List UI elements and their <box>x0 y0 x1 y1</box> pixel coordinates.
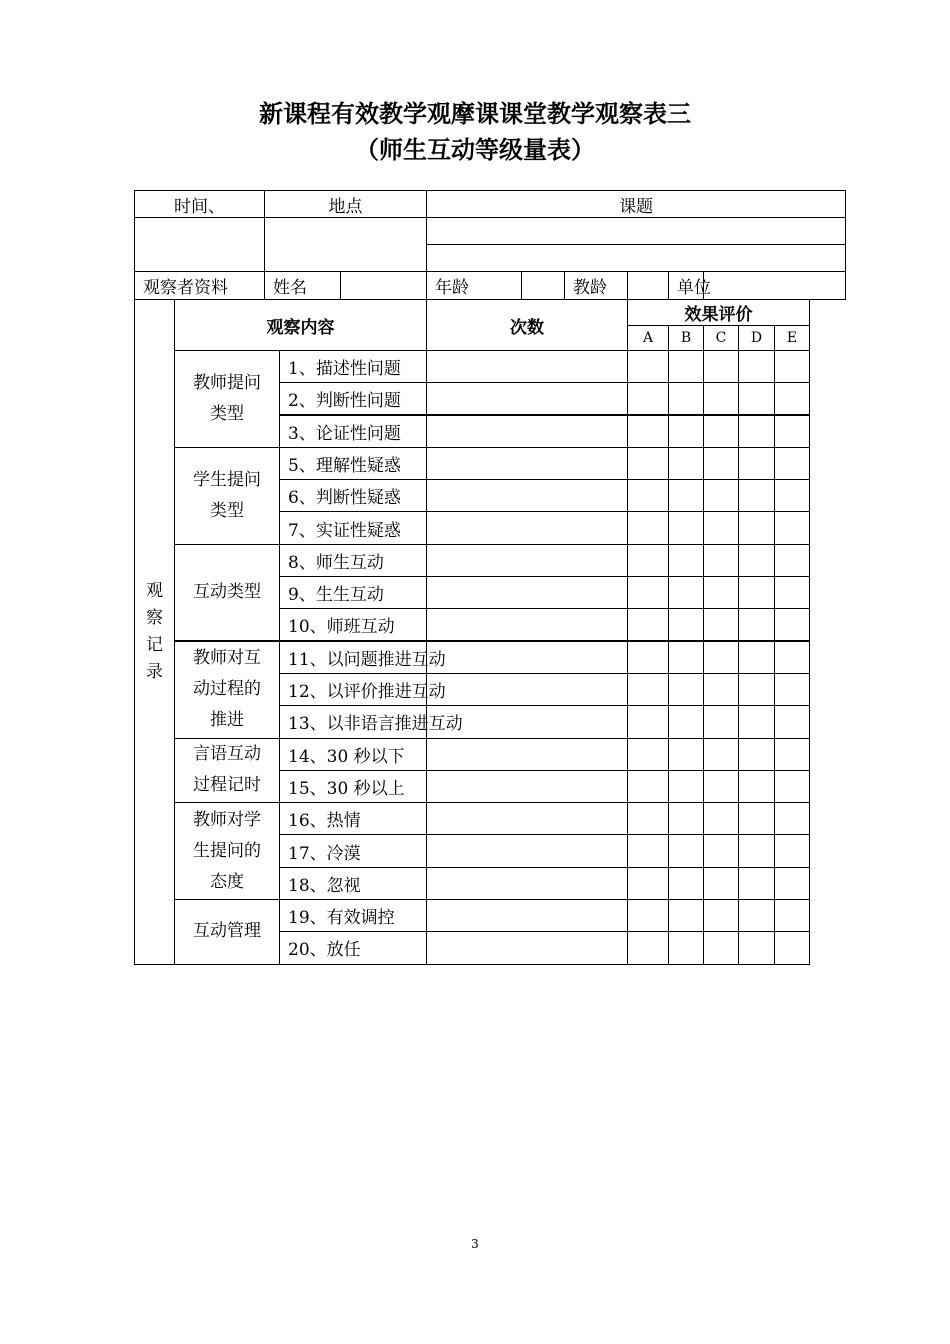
category-label: 教师对学 生提问的 态度 <box>175 803 280 900</box>
grade-cell-b[interactable] <box>669 351 704 383</box>
unit-label: 单位 <box>669 272 704 300</box>
grade-cell-d[interactable] <box>739 447 775 479</box>
grade-d: D <box>739 326 775 351</box>
item-label: 16、热情 <box>280 803 427 835</box>
grade-cell-b[interactable] <box>669 738 704 770</box>
grade-cell-e[interactable] <box>775 932 810 964</box>
grade-cell-c[interactable] <box>704 932 739 964</box>
table-row <box>135 738 846 770</box>
count-cell[interactable] <box>427 641 628 673</box>
grade-cell-d[interactable] <box>739 932 775 964</box>
page-title: 新课程有效教学观摩课课堂教学观察表三 <box>259 100 691 128</box>
count-header: 次数 <box>427 300 628 351</box>
grade-cell-b[interactable] <box>669 673 704 705</box>
grade-cell-e[interactable] <box>775 835 810 867</box>
grade-cell-a[interactable] <box>628 512 669 544</box>
grade-a: A <box>628 326 669 351</box>
observation-record-char: 记 <box>146 634 163 655</box>
place-label: 地点 <box>265 191 427 218</box>
observation-record-char: 观 <box>146 580 163 601</box>
grade-cell-b[interactable] <box>669 544 704 576</box>
grade-cell-d[interactable] <box>739 641 775 673</box>
item-label: 14、30 秒以下 <box>280 738 427 770</box>
observation-record-char: 察 <box>146 607 163 628</box>
grade-cell-b[interactable] <box>669 383 704 415</box>
grade-cell-b[interactable] <box>669 447 704 479</box>
grade-cell-e[interactable] <box>775 512 810 544</box>
item-label: 20、放任 <box>280 932 427 964</box>
grade-cell-c[interactable] <box>704 770 739 802</box>
grade-cell-b[interactable] <box>669 577 704 609</box>
table-row <box>135 641 846 673</box>
table-row <box>135 447 846 479</box>
grade-cell-c[interactable] <box>704 383 739 415</box>
grade-cell-c[interactable] <box>704 447 739 479</box>
count-cell[interactable] <box>427 609 628 641</box>
grade-cell-a[interactable] <box>628 738 669 770</box>
grade-cell-a[interactable] <box>628 609 669 641</box>
grade-cell-d[interactable] <box>739 673 775 705</box>
page-subtitle: （师生互动等级量表） <box>355 136 595 164</box>
page-number: 3 <box>471 1237 479 1251</box>
item-label: 5、理解性疑惑 <box>280 447 427 479</box>
count-cell[interactable] <box>427 447 628 479</box>
grade-e: E <box>775 326 810 351</box>
age-label: 年龄 <box>427 272 522 300</box>
topic-field-2[interactable] <box>427 245 846 272</box>
grade-cell-e[interactable] <box>775 577 810 609</box>
grade-cell-e[interactable] <box>775 480 810 512</box>
grade-cell-b[interactable] <box>669 480 704 512</box>
grade-cell-c[interactable] <box>704 577 739 609</box>
grade-cell-b[interactable] <box>669 770 704 802</box>
grade-cell-d[interactable] <box>739 383 775 415</box>
grade-cell-e[interactable] <box>775 706 810 738</box>
grade-cell-e[interactable] <box>775 641 810 673</box>
item-label: 8、师生互动 <box>280 544 427 576</box>
grade-cell-b[interactable] <box>669 512 704 544</box>
item-label: 1、描述性问题 <box>280 351 427 383</box>
grade-cell-a[interactable] <box>628 641 669 673</box>
item-label: 10、师班互动 <box>280 609 427 641</box>
grade-cell-e[interactable] <box>775 351 810 383</box>
grade-cell-a[interactable] <box>628 577 669 609</box>
count-cell[interactable] <box>427 770 628 802</box>
grade-cell-e[interactable] <box>775 900 810 932</box>
unit-field[interactable] <box>704 272 846 300</box>
grade-c: C <box>704 326 739 351</box>
grade-cell-e[interactable] <box>775 415 810 447</box>
grade-cell-b[interactable] <box>669 900 704 932</box>
item-label: 6、判断性疑惑 <box>280 480 427 512</box>
item-label: 18、忽视 <box>280 867 427 899</box>
observation-table <box>134 190 846 965</box>
count-cell[interactable] <box>427 932 628 964</box>
grade-cell-c[interactable] <box>704 480 739 512</box>
count-cell[interactable] <box>427 383 628 415</box>
item-label: 15、30 秒以上 <box>280 770 427 802</box>
grade-cell-c[interactable] <box>704 738 739 770</box>
category-label: 互动管理 <box>175 900 280 965</box>
grade-cell-b[interactable] <box>669 932 704 964</box>
count-cell[interactable] <box>427 415 628 447</box>
grade-cell-a[interactable] <box>628 544 669 576</box>
grade-cell-c[interactable] <box>704 544 739 576</box>
place-field[interactable] <box>265 218 427 272</box>
grade-cell-a[interactable] <box>628 673 669 705</box>
grade-cell-b[interactable] <box>669 835 704 867</box>
item-label: 11、以问题推进互动 <box>280 641 427 673</box>
category-label: 学生提问 类型 <box>175 447 280 544</box>
grade-cell-d[interactable] <box>739 544 775 576</box>
grade-cell-d[interactable] <box>739 900 775 932</box>
grade-cell-d[interactable] <box>739 415 775 447</box>
grade-cell-c[interactable] <box>704 867 739 899</box>
count-cell[interactable] <box>427 512 628 544</box>
grade-cell-a[interactable] <box>628 900 669 932</box>
grade-cell-c[interactable] <box>704 351 739 383</box>
category-label: 教师提问 类型 <box>175 351 280 448</box>
grade-cell-c[interactable] <box>704 512 739 544</box>
item-label: 7、实证性疑惑 <box>280 512 427 544</box>
grade-cell-d[interactable] <box>739 738 775 770</box>
observer-label: 观察者资料 <box>135 272 265 300</box>
item-label: 2、判断性问题 <box>280 383 427 415</box>
grade-cell-c[interactable] <box>704 900 739 932</box>
grade-cell-c[interactable] <box>704 415 739 447</box>
grade-cell-e[interactable] <box>775 544 810 576</box>
grade-cell-a[interactable] <box>628 770 669 802</box>
grade-cell-d[interactable] <box>739 867 775 899</box>
category-label: 教师对互 动过程的 推进 <box>175 641 280 738</box>
grade-cell-c[interactable] <box>704 803 739 835</box>
name-label: 姓名 <box>265 272 341 300</box>
age-field[interactable] <box>522 272 565 300</box>
item-label: 17、冷漠 <box>280 835 427 867</box>
grade-cell-a[interactable] <box>628 835 669 867</box>
count-cell[interactable] <box>427 544 628 576</box>
count-cell[interactable] <box>427 673 628 705</box>
count-cell[interactable] <box>427 351 628 383</box>
item-label: 12、以评价推进互动 <box>280 673 427 705</box>
grade-cell-a[interactable] <box>628 383 669 415</box>
time-field[interactable] <box>135 218 265 272</box>
table-row <box>135 803 846 835</box>
count-cell[interactable] <box>427 803 628 835</box>
grade-cell-a[interactable] <box>628 415 669 447</box>
time-label: 时间、 <box>135 191 265 218</box>
grade-cell-c[interactable] <box>704 706 739 738</box>
grade-cell-c[interactable] <box>704 641 739 673</box>
item-label: 19、有效调控 <box>280 900 427 932</box>
grade-cell-c[interactable] <box>704 609 739 641</box>
item-label: 13、以非语言推进互动 <box>280 706 427 738</box>
topic-field-1[interactable] <box>427 218 846 245</box>
grade-cell-e[interactable] <box>775 803 810 835</box>
category-label: 言语互动 过程记时 <box>175 738 280 803</box>
grade-cell-a[interactable] <box>628 447 669 479</box>
grade-cell-e[interactable] <box>775 867 810 899</box>
grade-cell-e[interactable] <box>775 609 810 641</box>
grade-b: B <box>669 326 704 351</box>
teaching-years-label: 教龄 <box>565 272 628 300</box>
grade-cell-a[interactable] <box>628 932 669 964</box>
name-field[interactable] <box>341 272 427 300</box>
grade-cell-b[interactable] <box>669 641 704 673</box>
grade-cell-d[interactable] <box>739 803 775 835</box>
topic-label: 课题 <box>427 191 846 218</box>
observation-record-label <box>135 300 175 965</box>
grade-cell-d[interactable] <box>739 770 775 802</box>
grade-cell-e[interactable] <box>775 447 810 479</box>
table-row <box>135 900 846 932</box>
count-cell[interactable] <box>427 738 628 770</box>
grade-cell-d[interactable] <box>739 512 775 544</box>
item-label: 3、论证性问题 <box>280 415 427 447</box>
count-cell[interactable] <box>427 900 628 932</box>
grade-cell-a[interactable] <box>628 867 669 899</box>
grade-cell-b[interactable] <box>669 803 704 835</box>
grade-cell-e[interactable] <box>775 770 810 802</box>
grade-cell-c[interactable] <box>704 835 739 867</box>
count-cell[interactable] <box>427 867 628 899</box>
grade-cell-b[interactable] <box>669 706 704 738</box>
grade-cell-b[interactable] <box>669 867 704 899</box>
grade-cell-d[interactable] <box>739 835 775 867</box>
item-label: 9、生生互动 <box>280 577 427 609</box>
category-label: 互动类型 <box>175 544 280 641</box>
observation-record-char: 录 <box>146 661 163 682</box>
grade-cell-b[interactable] <box>669 415 704 447</box>
grade-cell-d[interactable] <box>739 609 775 641</box>
grade-cell-e[interactable] <box>775 738 810 770</box>
grade-cell-e[interactable] <box>775 673 810 705</box>
teaching-years-field[interactable] <box>628 272 669 300</box>
grade-cell-a[interactable] <box>628 706 669 738</box>
grade-cell-a[interactable] <box>628 351 669 383</box>
grade-cell-d[interactable] <box>739 577 775 609</box>
grade-cell-a[interactable] <box>628 803 669 835</box>
table-row <box>135 544 846 576</box>
count-cell[interactable] <box>427 577 628 609</box>
grade-cell-b[interactable] <box>669 609 704 641</box>
grade-cell-d[interactable] <box>739 480 775 512</box>
count-cell[interactable] <box>427 835 628 867</box>
eval-header: 效果评价 <box>628 300 810 326</box>
grade-cell-a[interactable] <box>628 480 669 512</box>
grade-cell-d[interactable] <box>739 351 775 383</box>
content-header: 观察内容 <box>175 300 427 351</box>
grade-cell-d[interactable] <box>739 706 775 738</box>
count-cell[interactable] <box>427 480 628 512</box>
grade-cell-e[interactable] <box>775 383 810 415</box>
table-row <box>135 351 846 383</box>
grade-cell-c[interactable] <box>704 673 739 705</box>
